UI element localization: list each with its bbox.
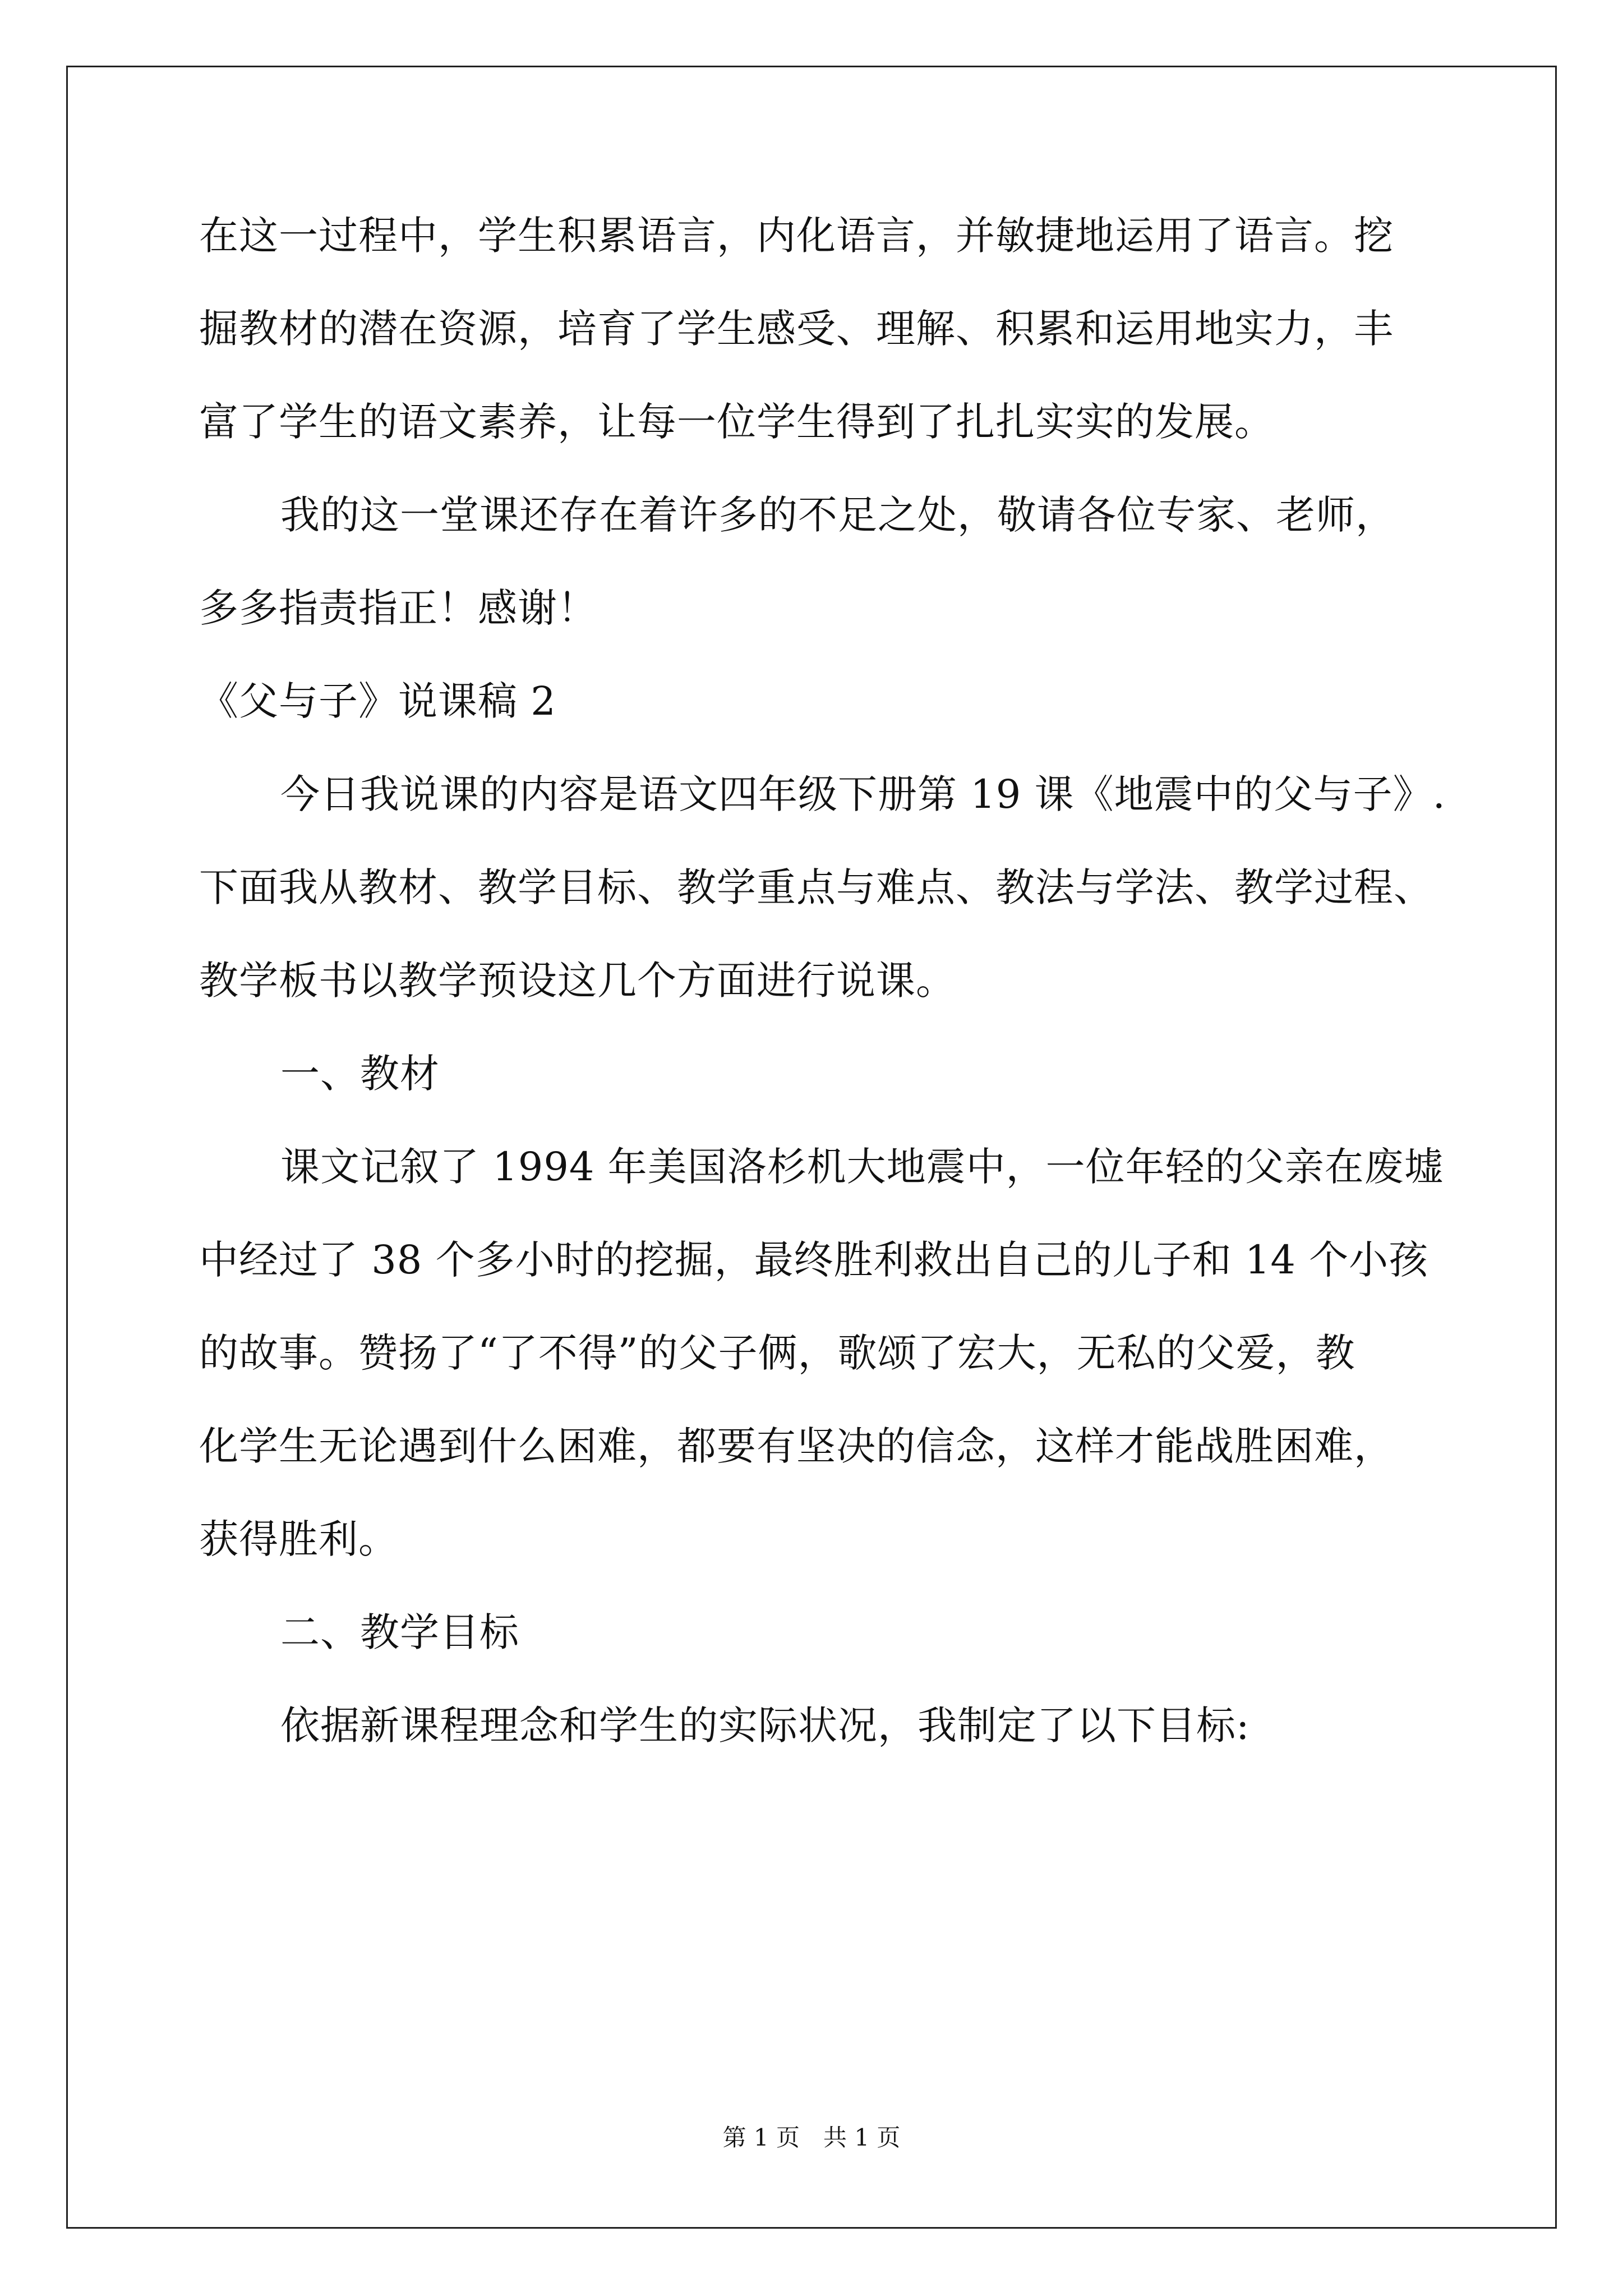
paragraph-line: 掘教材的潜在资源，培育了学生感受、理解、积累和运用地实力，丰 — [199, 306, 1394, 352]
paragraph-line: 多多指责指正！感谢！ — [199, 585, 597, 631]
paragraph-line: 依据新课程理念和学生的实际状况，我制定了以下目标: — [280, 1703, 1250, 1749]
subsection-heading: 二、教学目标 — [280, 1609, 519, 1655]
paragraph-line: 我的这一堂课还存在着许多的不足之处，敬请各位专家、老师， — [280, 492, 1395, 538]
paragraph-line: 今日我说课的内容是语文四年级下册第 19 课《地震中的父与子》. — [280, 771, 1446, 817]
page-footer: 第 1 页 共 1 页 — [722, 2124, 901, 2151]
paragraph-line: 富了学生的语文素养，让每一位学生得到了扎扎实实的发展。 — [199, 399, 1274, 445]
paragraph-line: 化学生无论遇到什么困难，都要有坚决的信念，这样才能战胜困难， — [199, 1423, 1394, 1469]
section-heading: 《父与子》说课稿 2 — [199, 678, 556, 724]
subsection-heading: 一、教材 — [280, 1051, 440, 1097]
paragraph-line: 在这一过程中，学生积累语言，内化语言，并敏捷地运用了语言。挖 — [199, 213, 1394, 259]
paragraph-line: 中经过了 38 个多小时的挖掘，最终胜利救出自己的儿子和 14 个小孩 — [199, 1237, 1429, 1283]
paragraph-line: 课文记叙了 1994 年美国洛杉机大地震中，一位年轻的父亲在废墟 — [280, 1144, 1444, 1190]
paragraph-line: 教学板书以教学预设这几个方面进行说课。 — [199, 958, 956, 1004]
document-body — [199, 213, 1446, 1749]
paragraph-line: 的故事。赞扬了“了不得”的父子俩，歌颂了宏大，无私的父爱，教 — [199, 1330, 1355, 1376]
paragraph-line: 获得胜利。 — [199, 1516, 398, 1562]
paragraph-line: 下面我从教材、教学目标、教学重点与难点、教法与学法、教学过程、 — [199, 864, 1433, 910]
